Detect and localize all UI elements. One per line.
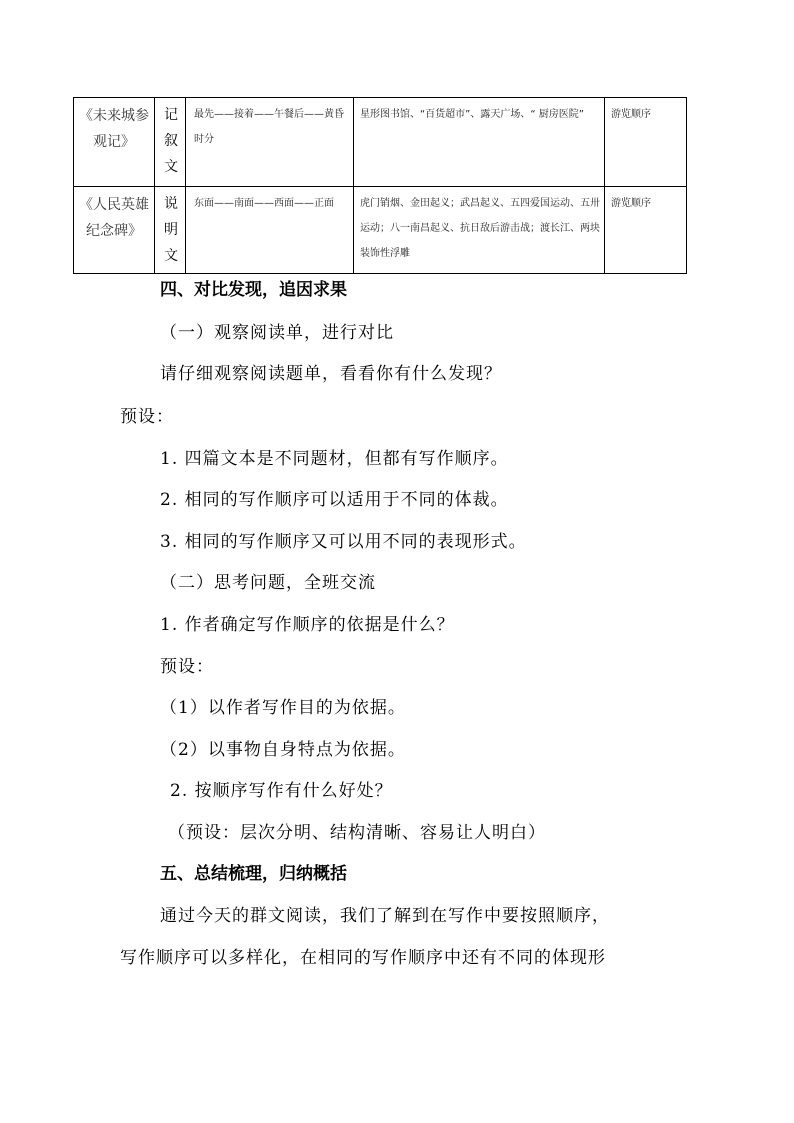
list-item: （1）以作者写作目的为依据。 xyxy=(160,698,406,718)
list-item: 3. 相同的写作顺序又可以用不同的表现形式。 xyxy=(160,532,527,552)
table-cell-title: 《未来城参观记》 xyxy=(74,98,155,187)
list-item: 2. 相同的写作顺序可以适用于不同的体裁。 xyxy=(160,490,509,510)
question-3: 2. 按顺序写作有什么好处？ xyxy=(170,781,393,801)
table-row xyxy=(74,98,687,187)
paragraph-line: 通过今天的群文阅读，我们了解到在写作中要按照顺序， xyxy=(160,906,610,926)
table-cell-genre: 说明文 xyxy=(155,187,186,274)
table-cell-title: 《人民英雄纪念碑》 xyxy=(74,187,155,274)
preset-answer-3: （预设：层次分明、结构清晰、容易让人明白） xyxy=(168,823,546,843)
section-heading-4: 四、对比发现，追因求果 xyxy=(160,280,347,300)
table-cell-order: 东面——南面——西面——正面 xyxy=(186,187,354,274)
question-1: 请仔细观察阅读题单，看看你有什么发现？ xyxy=(160,364,502,384)
table-cell-order: 最先——接着——午餐后——黄昏时分 xyxy=(186,98,354,187)
table-row xyxy=(74,187,687,274)
section-heading-5: 五、总结梳理，归纳概括 xyxy=(160,864,347,884)
list-item: （2）以事物自身特点为依据。 xyxy=(160,740,406,760)
subheading-1: （一）观察阅读单，进行对比 xyxy=(160,323,394,343)
question-2: 1. 作者确定写作顺序的依据是什么？ xyxy=(160,615,455,635)
table-cell-content: 星形图书馆、“百货超市”、露天广场、“ 厨房医院” xyxy=(354,98,605,187)
subheading-2: （二）思考问题，全班交流 xyxy=(160,573,376,593)
preset-label-1: 预设： xyxy=(120,407,174,427)
preset-label-2: 预设： xyxy=(160,657,214,677)
paragraph-line: 写作顺序可以多样化，在相同的写作顺序中还有不同的体现形 xyxy=(120,948,606,968)
table-cell-content: 虎门销烟、金田起义；武昌起义、五四爱国运动、五卅运动；八一南昌起义、抗日敌后游击战；渡长江、两块装饰性浮雕 xyxy=(354,187,605,274)
reading-table xyxy=(73,97,687,274)
table-cell-type: 游览顺序 xyxy=(605,187,687,274)
table-cell-type: 游览顺序 xyxy=(605,98,687,187)
table-cell-genre: 记叙文 xyxy=(155,98,186,187)
list-item: 1. 四篇文本是不同题材，但都有写作顺序。 xyxy=(160,449,509,469)
